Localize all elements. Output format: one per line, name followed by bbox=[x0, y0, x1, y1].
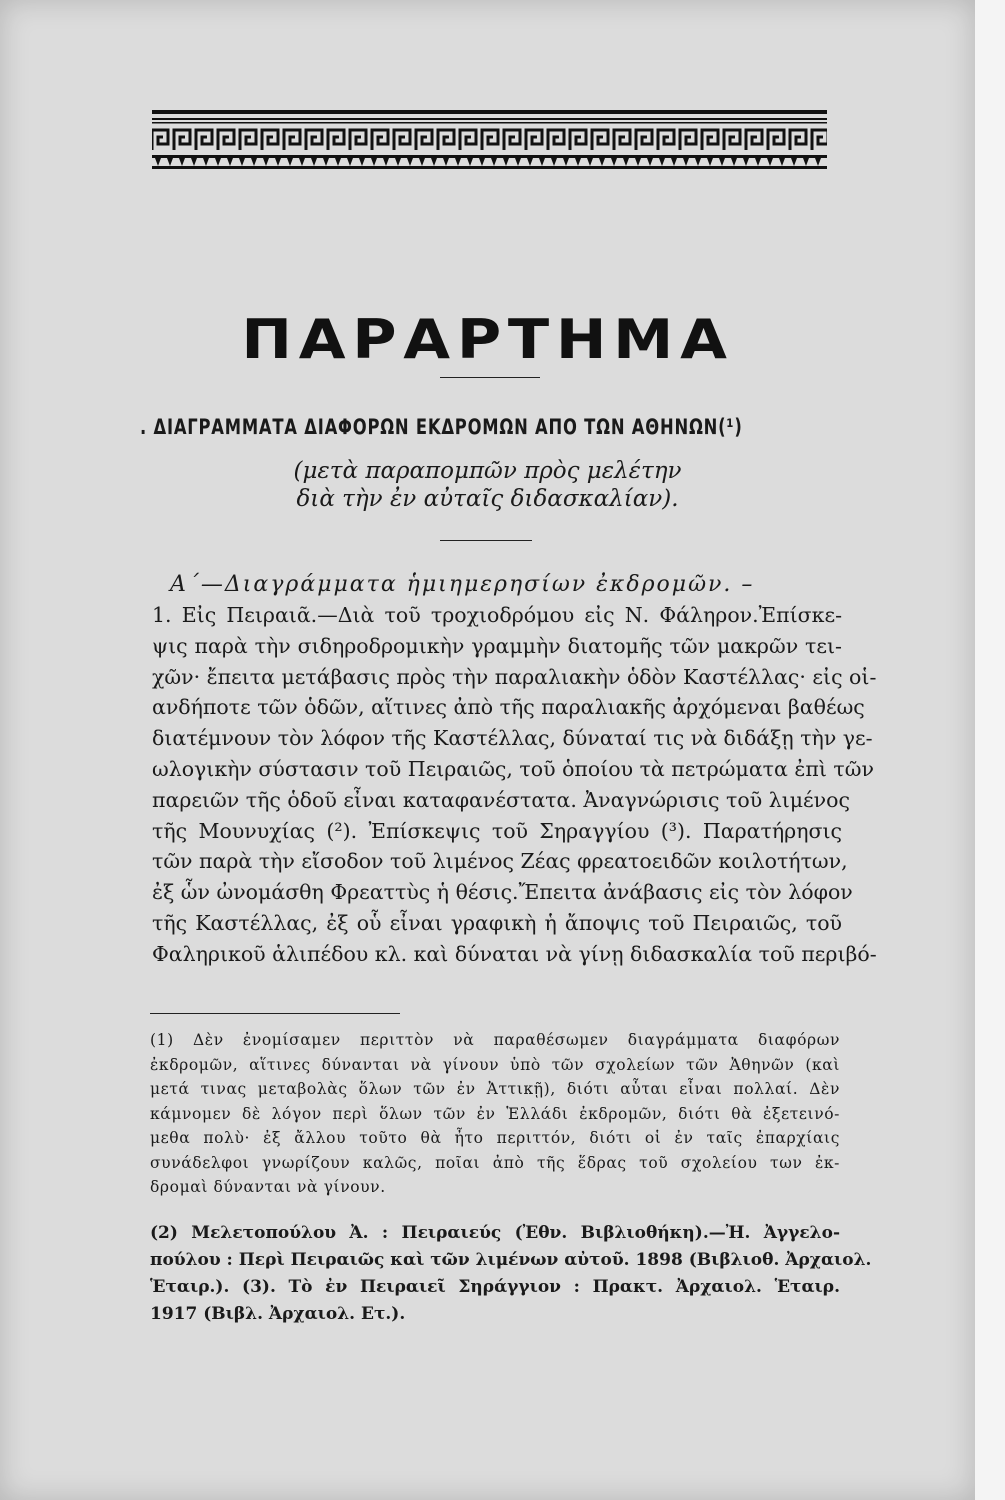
body-line: διατέμνουν τὸν λόφον τῆς Καστέλλας, δύναταί τις νὰ διδάξῃ τὴν γε- bbox=[152, 726, 873, 751]
subsection-heading: Α΄—Διαγράμματα ἡμιημερησίων ἐκδρομῶν. – bbox=[170, 572, 755, 597]
appendix-title: ΠΑΡΑΡΤΗΜΑ bbox=[241, 308, 734, 371]
footnote-line: 1917 (Βιβλ. Ἀρχαιολ. Ετ.). bbox=[150, 1304, 406, 1324]
footnote-line: κάμνομεν δὲ λόγον περὶ ὅλων τῶν ἐν Ἑλλάδι ἐκδρομῶν, διότι θὰ ἐξετεινό- bbox=[150, 1104, 840, 1123]
body-line: χῶν· ἔπειτα μετάβασις πρὸς τὴν παραλιακὴν ὁδὸν Καστέλλας· εἰς οἱ- bbox=[152, 664, 877, 689]
body-text bbox=[152, 600, 877, 970]
subheading-line-1: (μετὰ παραπομπῶν πρὸς μελέτην bbox=[293, 458, 682, 484]
footnote-line: συνάδελφοι γνωρίζουν καλῶς, ποῖαι ἀπὸ τῆς ἕδρας τοῦ σχολείου των ἐκ- bbox=[150, 1153, 840, 1172]
footnote-line: μεθα πολὺ· ἐξ ἄλλου τοῦτο θὰ ἦτο περιττόν, διότι οἱ ἐν ταῖς ἐπαρχίαις bbox=[150, 1129, 840, 1147]
heading-rule bbox=[440, 540, 532, 541]
footnote-line: (2) Μελετοπούλου Ἀ. : Πειραιεύς (Ἐθν. Βιβλιοθήκη).—Ἠ. Ἀγγελο- bbox=[150, 1223, 840, 1243]
footnote-line: (1) Δὲν ἐνομίσαμεν περιττὸν νὰ παραθέσωμεν διαγράμματα διαφόρων bbox=[150, 1031, 840, 1049]
footnote-1 bbox=[150, 1028, 840, 1200]
body-line: ψις παρὰ τὴν σιδηροδρομικὴν γραμμὴν διατομῆς τῶν μακρῶν τει- bbox=[152, 633, 842, 658]
body-line: ἐξ ὧν ὠνομάσθη Φρεαττὺς ἡ θέσις.Ἔπειτα ἀνάβασις εἰς τὸν λόφον bbox=[152, 880, 853, 905]
footnote-line: Ἑταιρ.). (3). Τὸ ἐν Πειραιεῖ Σηράγγιον : Πρακτ. Ἀρχαιολ. Ἑταιρ. bbox=[150, 1277, 840, 1297]
footnote-line: πούλου : Περὶ Πειραιῶς καὶ τῶν λιμένων αὐτοῦ. 1898 (Βιβλιοθ. Ἀρχαιολ. bbox=[150, 1250, 872, 1270]
page-edge-margin bbox=[975, 0, 1005, 1500]
footnote-line: ἐκδρομῶν, αἵτινες δύνανται νὰ γίνουν ὑπὸ τῶν σχολείων τῶν Ἀθηνῶν (καὶ bbox=[150, 1055, 840, 1074]
body-line: ωλογικὴν σύστασιν τοῦ Πειραιῶς, τοῦ ὁποίου τὰ πετρώματα ἐπὶ τῶν bbox=[152, 756, 874, 781]
body-line: τῆς Καστέλλας, ἐξ οὗ εἶναι γραφικὴ ἡ ἄποψις τοῦ Πειραιῶς, τοῦ bbox=[152, 910, 842, 935]
body-line: 1. Εἰς Πειραιᾶ.—Διὰ τοῦ τροχιοδρόμου εἰς Ν. Φάληρον.Ἐπίσκε- bbox=[152, 603, 842, 627]
subheading-line-2: διὰ τὴν ἐν αὐταῖς διδασκαλίαν). bbox=[296, 486, 679, 512]
body-line: παρειῶν τῆς ὁδοῦ εἶναι καταφανέστατα. Ἀναγνώρισις τοῦ λιμένος bbox=[152, 787, 850, 812]
body-line: Φαληρικοῦ ἁλιπέδου κλ. καὶ δύναται νὰ γίνῃ διδασκαλία τοῦ περιβό- bbox=[152, 941, 877, 966]
body-line: ανδήποτε τῶν ὁδῶν, αἵτινες ἀπὸ τῆς παραλιακῆς ἀρχόμεναι βαθέως bbox=[152, 695, 865, 720]
greek-key-ornament-header bbox=[152, 108, 827, 186]
title-rule bbox=[440, 377, 540, 378]
footnote-line: μετά τινας μεταβολὰς ὅλων τῶν ἐν Ἀττικῇ), διότι αὗται εἶναι πολλαί. Δὲν bbox=[150, 1080, 840, 1098]
footnote-rule bbox=[150, 1013, 400, 1014]
body-line: τῆς Μουνυχίας (²). Ἐπίσκεψις τοῦ Σηραγγίου (³). Παρατήρησις bbox=[152, 818, 842, 843]
section-heading-main: . ΔΙΑΓΡΑΜΜΑΤΑ ΔΙΑΦΟΡΩΝ ΕΚΔΡΟΜΩΝ ΑΠΟ ΤΩΝ ΑΘΗΝΩΝ(¹) bbox=[140, 415, 743, 439]
footnote-2 bbox=[150, 1220, 872, 1328]
body-line: τῶν παρὰ τὴν εἴσοδον τοῦ λιμένος Ζέας φρεατοειδῶν κοιλοτήτων, bbox=[152, 849, 848, 874]
footnote-line: δρομαὶ δύνανται νὰ γίνουν. bbox=[150, 1178, 386, 1196]
